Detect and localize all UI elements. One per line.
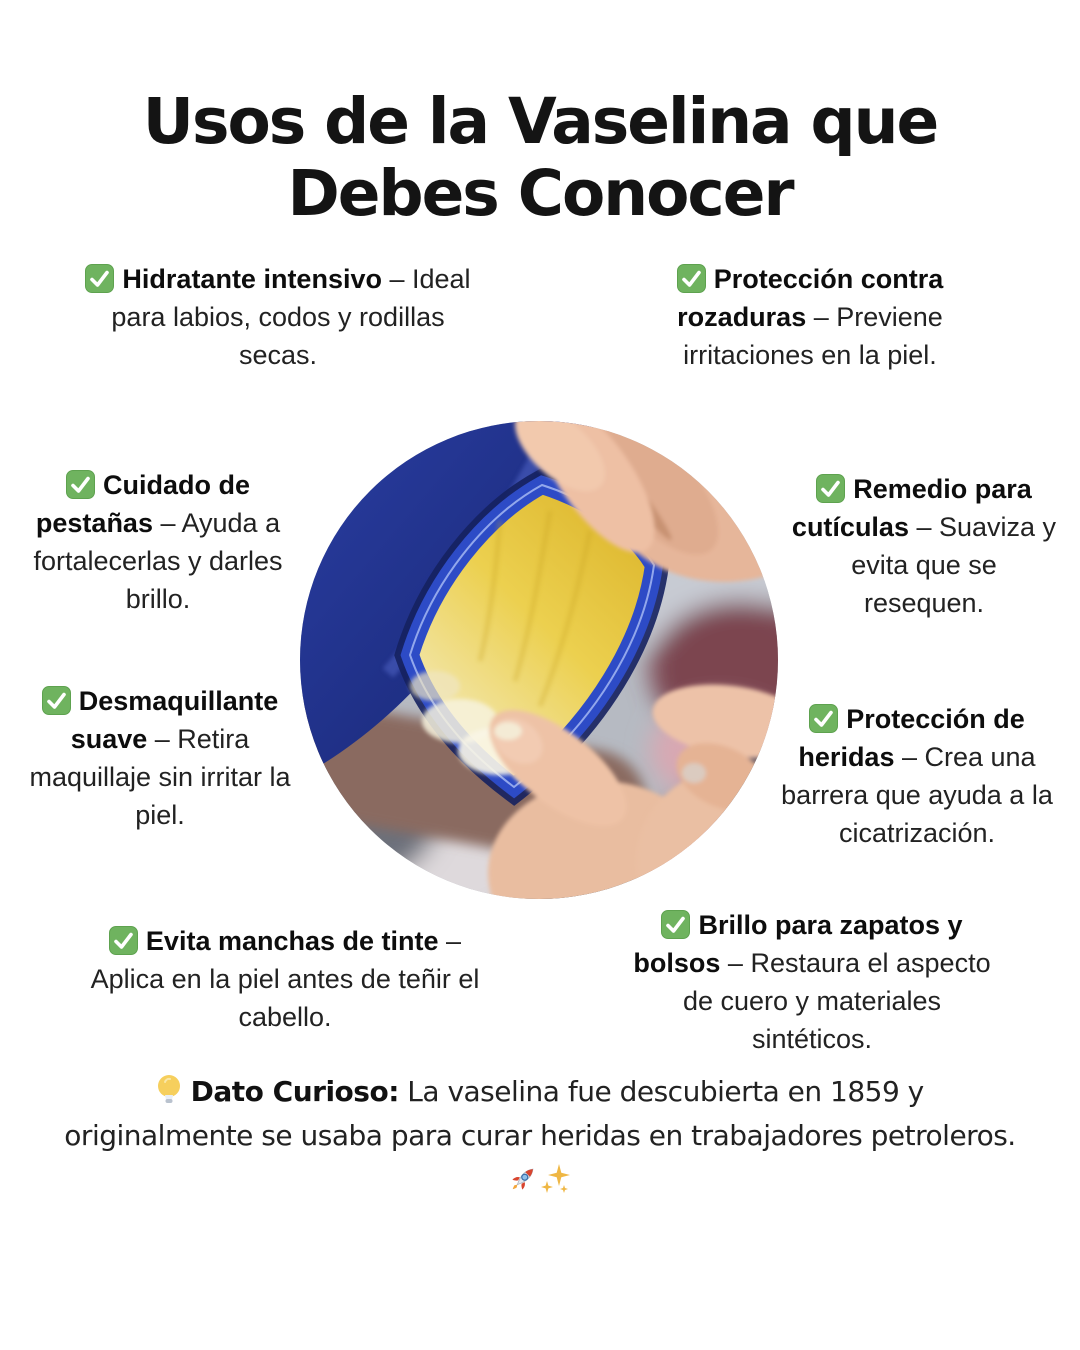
page-title — [0, 86, 1080, 230]
benefit-separator: – — [147, 724, 178, 754]
benefit-desmaquillante-suave — [10, 682, 310, 834]
benefit-proteccion-heridas — [762, 700, 1072, 852]
benefit-desc: Aplica en la piel antes de teñir el cabello. — [90, 964, 480, 1032]
benefit-desc: Previene irritaciones en la piel. — [683, 302, 943, 370]
check-icon — [809, 704, 838, 733]
benefit-desc: Ideal para labios, codos y rodillas secas. — [111, 264, 471, 370]
light-bulb-icon — [156, 1073, 182, 1107]
benefit-separator: – — [381, 264, 412, 294]
sparkles-icon — [539, 1161, 573, 1195]
benefit-lead: Protección contra rozaduras — [677, 264, 944, 332]
benefit-cuidado-pestanas — [18, 466, 298, 618]
check-icon — [816, 474, 845, 503]
benefit-desc: Crea una barrera que ayuda a la cicatrización. — [781, 742, 1053, 848]
benefit-separator: – — [806, 302, 837, 332]
benefit-desc: Restaura el aspecto de cuero y materiales sintéticos. — [682, 948, 991, 1054]
rocket-icon — [507, 1163, 539, 1195]
benefit-desc: Ayuda a fortalecerlas y darles brillo. — [33, 508, 283, 614]
benefit-lead: Remedio para cutículas — [791, 474, 1032, 542]
fact-lead: Dato Curioso: — [190, 1075, 399, 1108]
benefit-lead: Evita manchas de tinte — [145, 926, 439, 956]
benefit-desc: Retira maquillaje sin irritar la piel. — [29, 724, 291, 830]
vaseline-jar-photo — [300, 421, 778, 899]
fact-text: La vaselina fue descubierta en 1859 y originalmente se usaba para curar heridas en trabajadores petroleros. — [64, 1075, 1016, 1152]
benefit-evita-manchas-tinte — [70, 922, 500, 1036]
benefit-lead: Protección de heridas — [798, 704, 1025, 772]
benefit-separator: – — [894, 742, 925, 772]
check-icon — [661, 910, 690, 939]
benefit-lead: Desmaquillante suave — [70, 686, 279, 754]
benefit-hidratante-intensivo — [78, 260, 478, 374]
check-icon — [66, 470, 95, 499]
benefit-lead: Hidratante intensivo — [122, 264, 382, 294]
benefit-lead: Brillo para zapatos y bolsos — [633, 910, 963, 978]
benefit-separator: – — [438, 926, 462, 956]
check-icon — [109, 926, 138, 955]
check-icon — [677, 264, 706, 293]
benefit-brillo-zapatos-bolsos — [622, 906, 1002, 1058]
fun-fact — [60, 1070, 1020, 1202]
benefit-remedio-cuticulas — [788, 470, 1060, 622]
vaseline-jar-photo-svg — [300, 421, 778, 899]
jelly-on-fingertip — [494, 722, 522, 740]
benefit-separator: – — [152, 508, 182, 538]
benefit-separator: – — [720, 948, 751, 978]
benefit-proteccion-rozaduras — [630, 260, 990, 374]
benefit-separator: – — [908, 512, 939, 542]
benefit-lead: Cuidado de pestañas — [35, 470, 250, 538]
check-icon — [85, 264, 114, 293]
page-title-line1: Usos de la Vaselina que — [142, 85, 938, 158]
fingernail — [682, 763, 706, 783]
benefit-desc: Suaviza y evita que se resequen. — [851, 512, 1057, 618]
page-title-line2: Debes Conocer — [287, 157, 793, 230]
check-icon — [42, 686, 71, 715]
